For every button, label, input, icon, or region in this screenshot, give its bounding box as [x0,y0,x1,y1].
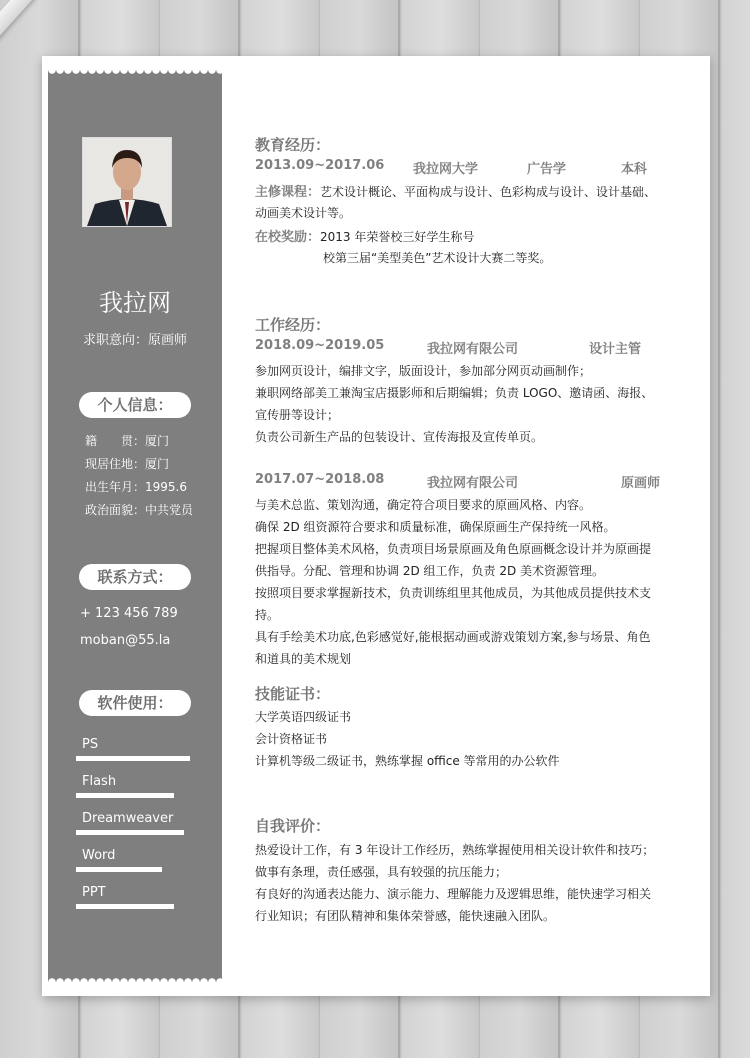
resume-page: 我拉网 求职意向：原画师 个人信息： 籍 贯：厦门 现居住地：厦门 出生年月：1995.6 政治面貌：中共党员 联系方式： + 123 456 789 moban@55.la 软件使用： PS Flash Dreamweaver Word PPT 教育经历： 2013.09~2017.06 我拉网大学 广告学 本科 主修课程：艺术设计概论、平面构成与设计、色彩构成与设计、设计基础、 动画美术设计等。 在校奖励：2013 年荣誉校三好学生称号 校第三届“美型美色”艺术设计大赛二等奖。 工作经历： 2018.09~2019.05 我拉网有限公司 设计主管 参加网页设计，编排文字，版面设计，参加部分网页动画制作； 兼职网络部美工兼淘宝店摄影师和后期编辑；负责 LOGO、邀请函、海报、 宣传册等设计； 负责公司新生产品的包装设计、宣传海报及宣传单页。 2017.07~2018.08 我拉网有限公司 原画师 与美术总监、策划沟通，确定符合项目要求的原画风格、内容。 确保 2D 组资源符合要求和质量标准，确保原画生产保持统一风格。 把握项目整体美术风格，负责项目场景原画及角色原画概念设计并为原画提 供指导。分配、管理和协调 2D 组工作，负责 2D 美术资源管理。 按照项目要求掌握新技术，负责训练组里其他成员，为其他成员提供技术支 持。 具有手绘美术功底,色彩感觉好,能根据动画或游戏策划方案,参与场景、角色 和道具的美术规划 技能证书： 大学英语四级证书 会计资格证书 计算机等级二级证书，熟练掌握 office 等常用的办公软件 自我评价： 热爱设计工作，有 3 年设计工作经历，熟练掌握使用相关设计软件和技巧； 做事有条理，责任感强，具有较强的抗压能力； 有良好的沟通表达能力、演示能力、理解能力及逻辑思维，能快速学习相关 行业知识；有团队精神和集体荣誉感，能快速融入团队。 [42,56,710,996]
cert-item: 会计资格证书 [255,732,328,746]
skill-bar [76,904,174,909]
software-heading: 软件使用： [79,690,191,716]
info-row-residence: 现居住地：厦门 [85,457,170,471]
skill-item [76,737,190,761]
awards-line: 在校奖励：2013 年荣誉校三好学生称号 [255,230,475,245]
self-eval-heading: 自我评价： [255,817,331,835]
job-duty: 持。 [255,608,280,622]
skill-item [76,848,162,872]
skill-name: Word [82,848,116,863]
email-address: moban@55.la [80,633,171,648]
info-row-hometown: 籍 贯：厦门 [85,434,170,448]
education-heading: 教育经历： [255,136,331,154]
sidebar [48,70,222,982]
phone-number: + 123 456 789 [80,606,178,621]
job-duty: 参加网页设计，编排文字，版面设计，参加部分网页动画制作； [255,364,592,378]
skill-item [76,811,184,835]
info-row-politics: 政治面貌：中共党员 [85,503,194,517]
skill-name: PPT [82,885,106,900]
contact-heading: 联系方式： [79,564,191,590]
certs-heading: 技能证书： [255,685,331,703]
job-duty: 把握项目整体美术风格，负责项目场景原画及角色原画概念设计并为原画提 [255,542,652,556]
job-duty: 宣传册等设计； [255,408,340,422]
candidate-name: 我拉网 [99,289,171,317]
courses-line: 主修课程：艺术设计概论、平面构成与设计、色彩构成与设计、设计基础、 [255,185,657,200]
job-duty: 按照项目要求掌握新技术，负责训练组里其他成员，为其他成员提供技术支 [255,586,652,600]
self-eval-line: 行业知识；有团队精神和集体荣誉感，能快速融入团队。 [255,909,556,923]
skill-item [76,774,174,798]
cert-item: 大学英语四级证书 [255,710,352,724]
self-eval-line: 热爱设计工作，有 3 年设计工作经历，熟练掌握使用相关设计软件和技巧； [255,843,655,857]
job-duty: 与美术总监、策划沟通，确定符合项目要求的原画风格、内容。 [255,498,592,512]
skill-name: Dreamweaver [82,811,174,826]
self-eval-line: 有良好的沟通表达能力、演示能力、理解能力及逻辑思维，能快速学习相关 [255,887,652,901]
job-duty: 和道具的美术规划 [255,652,352,666]
job-duty: 确保 2D 组资源符合要求和质量标准，确保原画生产保持统一风格。 [255,520,616,534]
job-duty: 负责公司新生产品的包装设计、宣传海报及宣传单页。 [255,430,544,444]
awards-line-2: 校第三届“美型美色”艺术设计大赛二等奖。 [323,251,552,265]
scallop-edge [48,66,222,74]
personal-info-heading: 个人信息： [79,392,191,418]
skill-bar [76,793,174,798]
job-objective: 求职意向：原画师 [82,333,187,348]
wood-plank-seam [718,0,720,1058]
job-duty: 具有手绘美术功底,色彩感觉好,能根据动画或游戏策划方案,参与场景、角色 [255,630,651,644]
skill-item [76,885,174,909]
courses-line-cont: 动画美术设计等。 [255,206,352,220]
info-row-birth: 出生年月：1995.6 [85,480,188,494]
skill-bar [76,830,184,835]
job-duty: 供指导。分配、管理和协调 2D 组工作，负责 2D 美术资源管理。 [255,564,605,578]
skill-bar [76,867,162,872]
cert-item: 计算机等级二级证书，熟练掌握 office 等常用的办公软件 [255,754,560,768]
job-duty: 兼职网络部美工兼淘宝店摄影师和后期编辑；负责 LOGO、邀请函、海报、 [255,386,654,400]
skill-name: PS [82,737,99,752]
skill-name: Flash [82,774,117,789]
self-eval-line: 做事有条理，责任感强，具有较强的抗压能力； [255,865,508,879]
profile-photo [82,137,172,227]
scallop-edge [48,978,222,986]
skill-bar [76,756,190,761]
work-heading: 工作经历： [255,316,331,334]
